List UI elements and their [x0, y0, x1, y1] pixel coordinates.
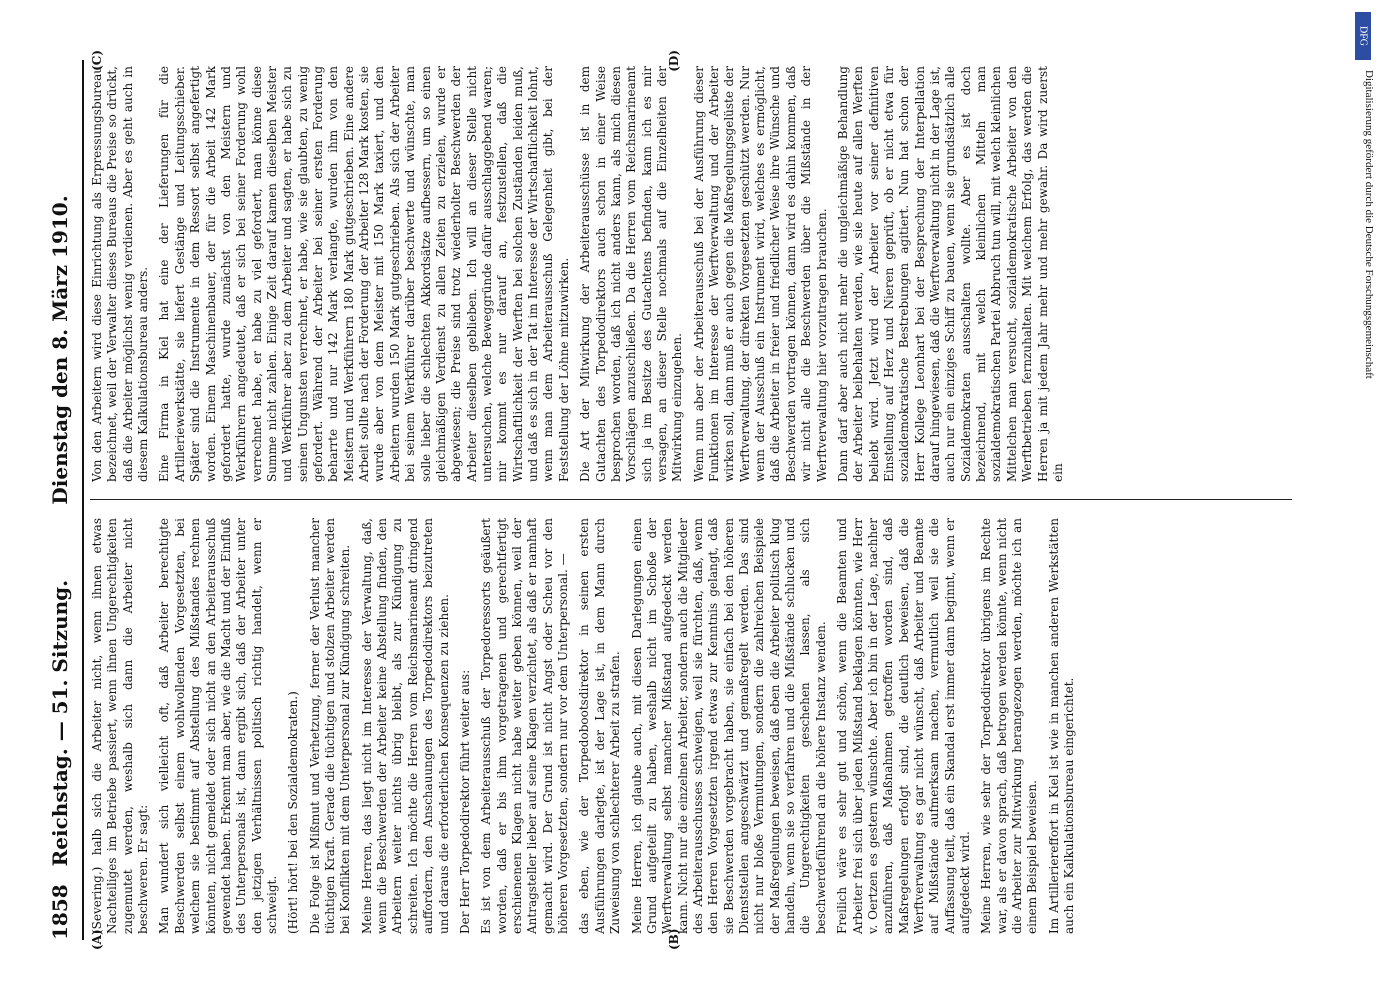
- left-para: Man wundert sich vielleicht oft, daß Arbeiter berechtigte Beschwerden selbst einem wohlwollenden Vorgesetzten, bei welchem sie bestimmt auf Abstellung des Mißstandes rechnen könnten, nicht gemeldet oder sich nicht an den Arbeiterausschuß gewendet haben. Erkennt man aber, wie die Macht und der Einfluß des Unterpersonals ist, dann ergibt sich, daß der Arbeiter unter den jetzigen Verhältnissen politisch richtig handelt, wenn er schweigt.: [157, 518, 279, 934]
- left-column: [90, 512, 1292, 950]
- left-para: Die Folge ist Mißmut und Verhetzung, ferner der Verlust mancher tüchtigen Kraft. Gerade die tüchtigen und stolzen Arbeiter werden bei Konflikten mit dem Unterpersonal zur Kündigung schreiten.: [307, 518, 353, 934]
- page-header: [40, 60, 80, 940]
- margin-label-a: (A): [90, 929, 104, 950]
- text-columns: [90, 50, 1292, 950]
- header-left: [48, 580, 72, 940]
- right-para: Dann darf aber auch nicht mehr die ungleichmäßige Behandlung der Arbeiter beibehalten werden, wie sie heute auf allen Werften beliebt wird. Jetzt wird der Arbeiter vor seiner definitiven Einstellung auf Herz und Nieren geprüft, ob er nicht etwa für sozialdemokratische Bestrebungen agitiert. Nun hat schon der Herr Kollege Leonhart bei der Besprechung der Interpellation darauf hingewiesen, daß die Werftverwaltung nicht in der Lage ist, auch nur ein einziges Schiff zu bauen, wenn sie grundsätzlich alle Sozialdemokraten ausschalten wollte. Aber es ist doch bezeichnend, mit welch kleinlichen Mitteln man sozialdemokratischen Partei Abbruch tun will, mit welch kleinlichen Mittelchen man versucht, sozialdemokratische Arbeiter von den Werftbetrieben fernzuhalten. Mit welchem Erfolg, das werden die Herren ja mit jedem Jahr mehr und mehr gewahr. Da wird zuerst ein: [835, 66, 1065, 482]
- header-date: Dienstag den 8. März 1910.: [48, 195, 72, 505]
- page-number: 1858: [48, 884, 72, 940]
- header-title: Reichstag. — 51. Sitzung.: [48, 579, 72, 867]
- left-para: Im Artilleriereffort in Kiel ist wie in manchen anderen Werkstätten auch ein Kalkulationsbureau eingerichtet.: [1046, 518, 1077, 934]
- right-para: Von den Arbeitern wird diese Einrichtung als Erpressungsbureau bezeichnet, weil der Verwalter dieses Bureaus die Preise so drückt, daß die Arbeiter möglichst wenig verdienen. Aber es geht auch in diesem Kalkulationsbureau anders.: [90, 66, 151, 482]
- column-divider: [90, 499, 1292, 500]
- left-para: Meine Herren, das liegt nicht im Interesse der Verwaltung, daß, wenn die Beschwerden der Arbeiter keine Abstellung finden, den Arbeitern weiter nichts übrig bleibt, als zur Kündigung zu schreiten. Ich möchte die Herren vom Reichsmarineamt dringend auffordern, den Anschauungen des Torpedodirektors beizutreten und daraus die erforderlichen Konsequenzen zu ziehen.: [359, 518, 451, 934]
- right-para: Wenn nun aber der Arbeiterausschuß bei der Ausführung dieser Funktionen im Interesse der Werftverwaltung und der Arbeiter wirken soll, dann muß er auch gegen die Maßregelungsgelüste der Werftverwaltung, der direkten Vorgesetzten geschützt werden. Nur wenn der Ausschuß ein Instrument wird, welches es ermöglicht, daß die Arbeiter in freier und friedlicher Weise ihre Wünsche und Beschwerden vortragen können, dann wird es dahin kommen, daß wir nicht alle die Beschwerden über die Mißstände in der Werftverwaltung hier vorzutragen brauchen.: [691, 66, 829, 482]
- margin-label-c: (C): [90, 50, 104, 71]
- header-rule: [82, 60, 84, 940]
- right-column: [90, 50, 1292, 488]
- digitization-credit: Digitalisierung gefördert durch die Deutsche Forschungsgemeinschaft: [1363, 70, 1375, 379]
- margin-label-d: (D): [666, 50, 681, 72]
- right-para: Die Art der Mitwirkung der Arbeiterausschüsse ist in dem Gutachten des Torpedodirektors auch schon in einer Weise besprochen worden, daß ich nicht anders kann, als mich diesen Vorschlägen anzuschließen. Da die Herren vom Reichsmarineamt sich ja im Besitze des Gutachtens befinden, kann ich es mir versagen, an dieser Stelle nochmals auf die Einzelheiten der Mitwirkung einzugehen.: [578, 66, 685, 482]
- left-para: (Hört! hört! bei den Sozialdemokraten.): [286, 691, 301, 934]
- left-para: das eben, wie der Torpedobootsdirektor in seinen ersten Ausführungen darlegte, ist der Lage ist, in dem Mann durch Zuweisung von schlechterer Arbeit zu strafen.: [577, 518, 623, 934]
- left-para: Es ist von dem Arbeiterausschuß der Torpedoressorts geäußert worden, daß er bis ihm vorgetragenen und gerechtfertigt erschienenen Klagen nicht habe weiter geben können, weil der Antragsteller lieber auf seine Klagen verzichtet, als daß er namhaft gemacht wird. Der Grund ist nicht Angst oder Scheu vor den höheren Vorgesetzten, sondern nur vor dem Unterpersonal. —: [479, 518, 571, 934]
- left-para: Meine Herren, ich glaube auch, mit diesen Darlegungen einen Grund aufgeteilt zu haben, weshalb nicht im Schoße der Werftverwaltung selbst mancher Mißstand aufgedeckt werden kann. Nicht nur die einzelnen Arbeiter, sondern auch die Mitglieder des Arbeiterausschusses schweigen, weil sie fürchten, daß, wenn den Herren Vorgesetzten irgend etwas zur Kenntnis gelangt, daß sie Beschwerden vorgebracht haben, sie einfach bei den höheren Dienststellen angeschwärzt und gemaßregelt werden. Das sind nicht nur bloße Vermutungen, sondern die zahlreichen Beispiele der Maßregelungen beweisen, daß eben die Arbeiter politisch klug handeln, wenn sie so verfahren und die Mißstände schlucken und die Ungerechtigkeiten geschehen lassen, als sich beschwerdeführend an die höhere Instanz wenden.: [629, 518, 828, 934]
- right-para: Eine Firma in Kiel hat eine der Lieferungen für die Artilleriewerkstätte, sie liefert Gestänge und Leitungsschieber. Später sind die Instrumente in dem Ressort selbst angefertigt worden. Einem Maschinenbauer, der für die Arbeit 142 Mark gefordert hatte, wurde zunächst von den Meistern und Werkführern angedeutet, daß er sich bei seiner Forderung wohl verrechnet habe, er habe zu viel gefordert, man könne diese Summe nicht zahlen. Einige Zeit darauf kamen dieselben Meister und Werkführer aber zu dem Arbeiter und sagten, er habe sich zu seinen Ungunsten verrechnet, er habe, wie sie glaubten, zu wenig gefordert. Während der Arbeiter bei seiner ersten Forderung beharrte und nur 142 Mark verlangte, wurden ihm von den Meistern und Werkführern 180 Mark gutgeschrieben. Eine andere Arbeit sollte nach der Forderung der Arbeiter 128 Mark kosten, sie wurde aber von dem Meister mit 150 Mark taxiert, und den Arbeitern wurden 150 Mark gutgeschrieben. Als sich der Arbeiter bei seinem Werkführer darüber beschwerte und wünschte, man solle lieber die schlechten Akkordsätze aufbessern, um so einen gleichmäßigen Verdienst zu allen Zeiten zu erzielen, wurde er abgewiesen; die Preise sind trotz wiederholter Beschwerden der Arbeiter dieselben geblieben. Ich will an dieser Stelle nicht untersuchen, welche Beweggründe dafür ausschlaggebend waren; mir kommt es nur darauf an, festzustellen, daß die Wirtschaftlichkeit der Werften bei solchen Zuständen leiden muß, und daß es sich in der Tat im Interesse der Wirtschaftlichkeit lohnt, wenn man dem Arbeiterausschuß Gelegenheit gibt, bei der Feststellung der Löhne mitzuwirken.: [157, 66, 571, 482]
- left-para: Der Herr Torpedodirektor führt weiter aus:: [457, 669, 472, 934]
- left-para: Meine Herren, wie sehr der Torpedodirektor übrigens im Rechte war, als er davon sprach, daß betrogen werden könnte, wenn nicht die Arbeiter zur Mitwirkung herangezogen werden, möchte ich an einem Beispiel beweisen.: [979, 518, 1040, 934]
- dfg-logo-icon: DFG: [1355, 12, 1371, 60]
- left-para: Freilich wäre es sehr gut und schön, wenn die Beamten und Arbeiter frei sich über jeden Mißstand beklagen könnten, wie Herr v. Oertzen es gestern wünschte. Aber ich bin in der Lage, nachher anzuführen, daß Maßnahmen getroffen worden sind, daß Maßregelungen erfolgt sind, die deutlich beweisen, daß die Werftverwaltung es gar nicht wünscht, daß Arbeiter und Beamte auf Mißstände aufmerksam machen, vermutlich weil sie die Auffassung teilt, daß ein Skandal erst immer dann beginnt, wenn er aufgedeckt wird.: [835, 518, 973, 934]
- rotated-page: [20, 20, 1320, 980]
- left-para: (Severing.) halb sich die Arbeiter nicht, wenn ihnen etwas Nachteiliges im Betriebe passiert, wenn ihnen Ungerechtigkeiten zugemutet werden, weshalb sich dann die Arbeiter nicht beschweren. Er sagt:: [90, 518, 151, 934]
- margin-label-b: (B): [666, 928, 681, 950]
